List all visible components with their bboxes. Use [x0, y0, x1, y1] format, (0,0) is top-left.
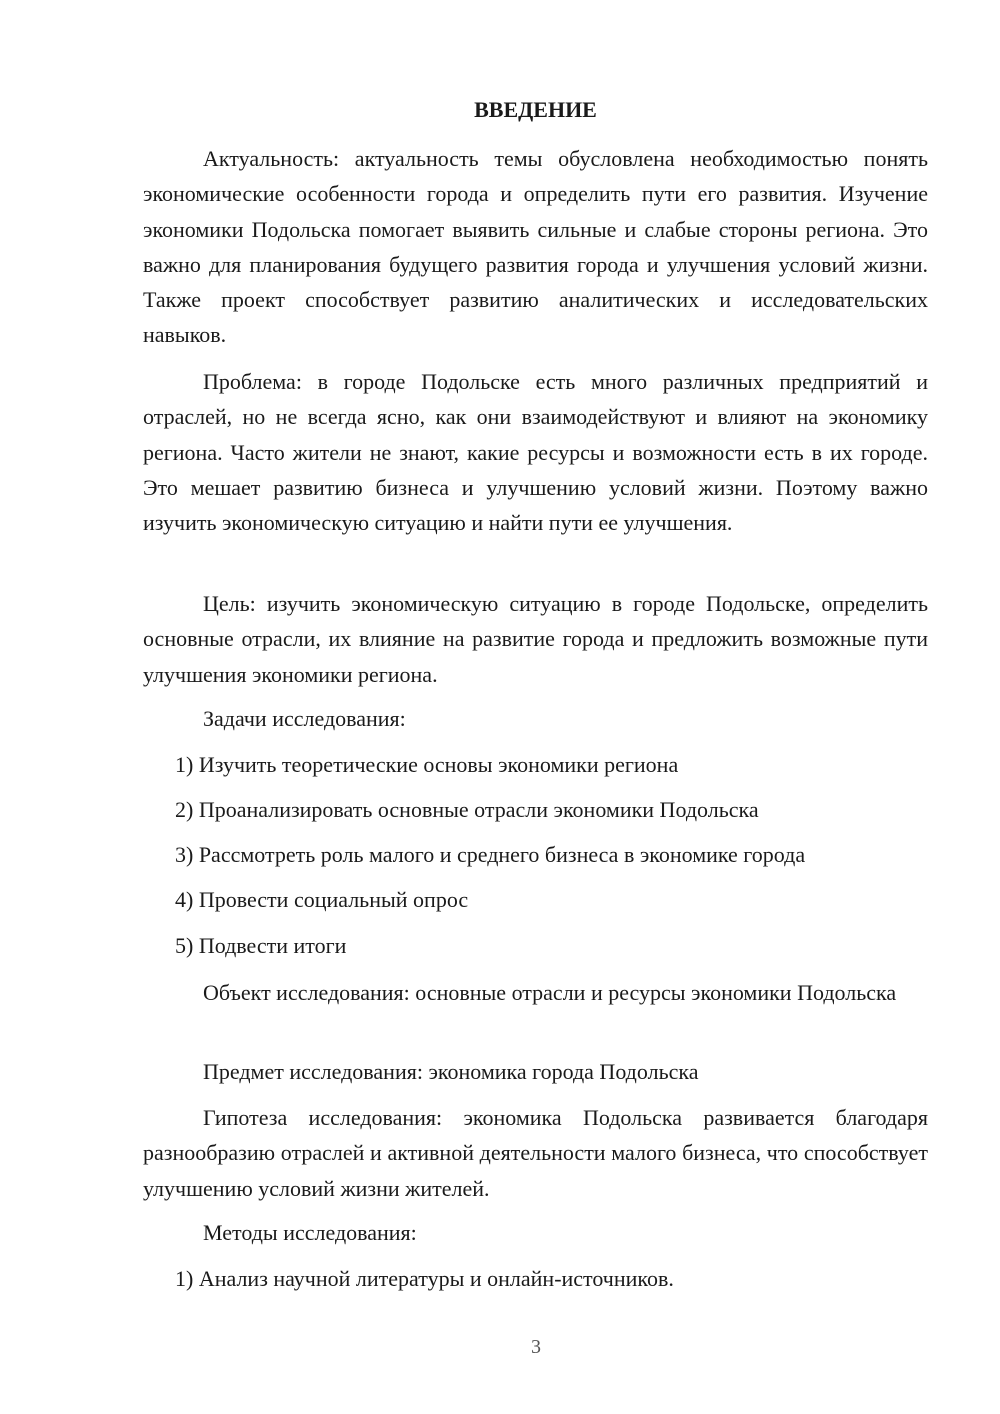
goal-paragraph: Цель: изучить экономическую ситуацию в городе Подольске, определить основные отрасли, их влияние на развитие города и предложить возможные пути улучшения экономики региона.	[143, 591, 928, 687]
problem-paragraph: Проблема: в городе Подольске есть много различных предприятий и отраслей, но не всегда ясно, как они взаимодействуют и влияют на экономику региона. Часто жители не знают, какие ресурсы и возможности есть в их городе. Это мешает развитию бизнеса и улучшению условий жизни. Поэтому важно изучить экономическую ситуацию и найти пути ее улучшения.	[143, 369, 928, 536]
page-number: 3	[531, 1336, 541, 1358]
task-item-4: 4) Провести социальный опрос	[175, 887, 469, 912]
methods-heading: Методы исследования:	[203, 1220, 417, 1245]
tasks-heading: Задачи исследования:	[203, 706, 406, 731]
task-item-5: 5) Подвести итоги	[175, 933, 347, 958]
task-item-2: 2) Проанализировать основные отрасли экономики Подольска	[175, 797, 759, 822]
task-item-3: 3) Рассмотреть роль малого и среднего бизнеса в экономике города	[175, 842, 806, 867]
method-item-1: 1) Анализ научной литературы и онлайн-источников.	[175, 1266, 674, 1291]
task-item-1: 1) Изучить теоретические основы экономики региона	[175, 752, 679, 777]
object-paragraph: Объект исследования: основные отрасли и ресурсы экономики Подольска	[203, 980, 897, 1005]
hypothesis-paragraph: Гипотеза исследования: экономика Подольска развивается благодаря разнообразию отраслей и активной деятельности малого бизнеса, что способствует улучшению условий жизни жителей.	[143, 1105, 928, 1201]
relevance-paragraph: Актуальность: актуальность темы обусловлена необходимостью понять экономические особенности города и определить пути его развития. Изучение экономики Подольска помогает выявить сильные и слабые стороны региона. Это важно для планирования будущего развития города и улучшения условий жизни. Также проект способствует развитию аналитических и исследовательских навыков.	[143, 146, 928, 348]
section-title: ВВЕДЕНИЕ	[474, 97, 597, 122]
subject-line: Предмет исследования: экономика города Подольска	[203, 1059, 699, 1084]
